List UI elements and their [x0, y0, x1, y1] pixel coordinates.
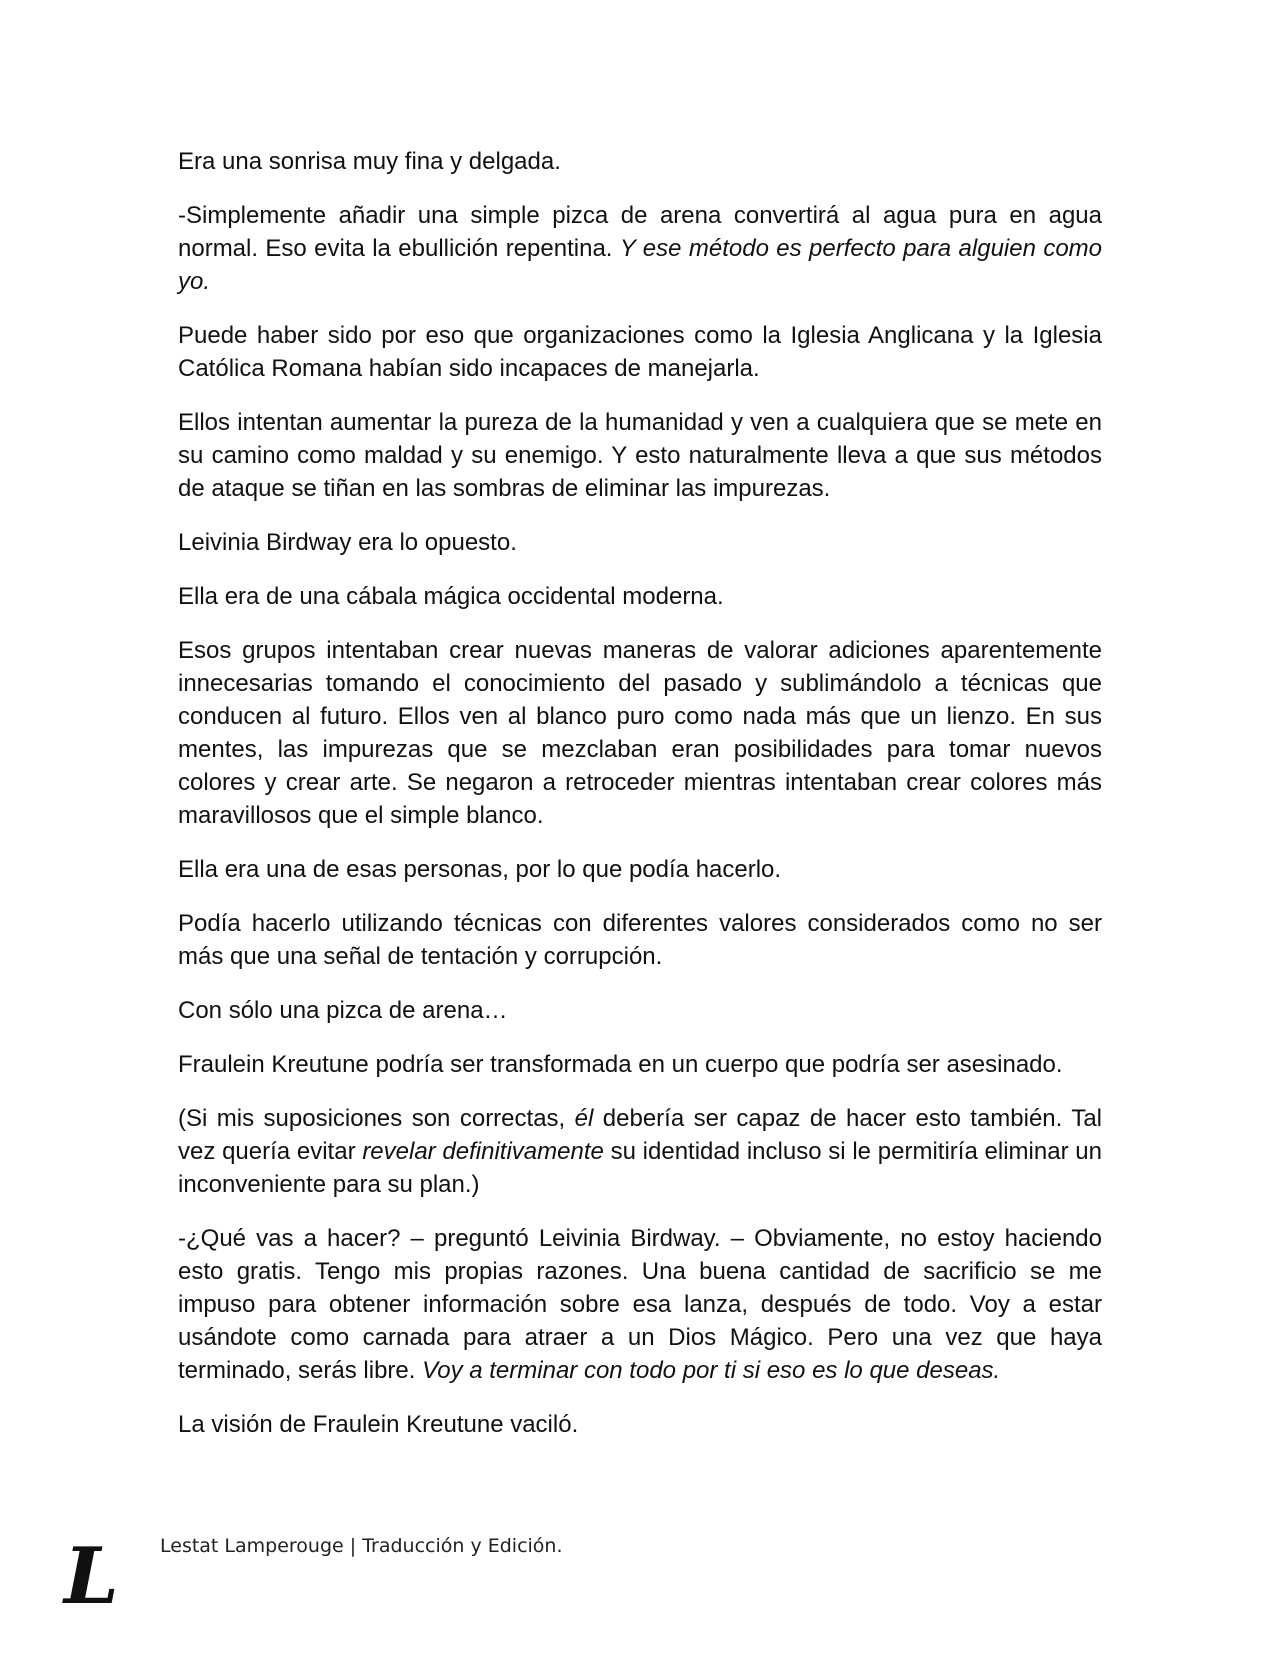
paragraph	[178, 634, 1102, 832]
paragraph	[178, 1102, 1102, 1201]
text-segment: Puede haber sido por eso que organizaciones como la Iglesia Anglicana y la Iglesia Católica Romana habían sido incapaces de manejarla.	[178, 322, 1102, 382]
italic-text-segment: él	[574, 1105, 594, 1132]
page-footer	[62, 1535, 762, 1615]
text-segment: Con sólo una pizca de arena…	[178, 997, 508, 1024]
paragraph	[178, 1222, 1102, 1387]
paragraph	[178, 145, 1102, 178]
text-segment: Era una sonrisa muy fina y delgada.	[178, 148, 561, 175]
text-segment: Ella era una de esas personas, por lo que podía hacerlo.	[178, 856, 782, 883]
italic-text-segment: Y ese método es perfecto para alguien como yo.	[178, 235, 1103, 295]
paragraph	[178, 853, 1102, 886]
italic-text-segment: revelar definitivamente	[362, 1138, 604, 1165]
text-segment: Podía hacerlo utilizando técnicas con diferentes valores considerados como no ser más que una señal de tentación y corrupción.	[178, 910, 1102, 970]
paragraph	[178, 319, 1102, 385]
paragraph	[178, 526, 1102, 559]
italic-text-segment: Voy a terminar con todo por ti si eso es lo que deseas.	[422, 1357, 1001, 1384]
text-segment: Leivinia Birdway era lo opuesto.	[178, 529, 517, 556]
text-segment: Esos grupos intentaban crear nuevas maneras de valorar adiciones aparentemente innecesarias tomando el conocimiento del pasado y sublimándolo a técnicas que conducen al futuro. Ellos ven al blanco puro como nada más que un lienzo. En sus mentes, las impurezas que se mezclaban eran posibilidades para tomar nuevos colores y crear arte. Se negaron a retroceder mientras intentaban crear colores más maravillosos que el simple blanco.	[178, 637, 1102, 829]
text-segment: -¿Qué vas a hacer? – preguntó Leivinia Birdway. – Obviamente, no estoy haciendo esto gratis. Tengo mis propias razones. Una buena cantidad de sacrificio se me impuso para obtener información sobre esa lanza, después de todo. Voy a estar usándote como carnada para atraer a un Dios Mágico. Pero una vez que haya terminado, serás libre.	[178, 1225, 1102, 1384]
gothic-letter-l-icon	[62, 1535, 132, 1615]
text-segment: debería ser capaz de hacer esto también. Tal vez quería evitar	[178, 1105, 1103, 1165]
text-segment: Fraulein Kreutune podría ser transformada en un cuerpo que podría ser asesinado.	[178, 1051, 1063, 1078]
paragraph	[178, 406, 1102, 505]
text-segment: Ella era de una cábala mágica occidental moderna.	[178, 583, 724, 610]
text-segment: Ellos intentan aumentar la pureza de la humanidad y ven a cualquiera que se mete en su camino como maldad y su enemigo. Y esto naturalmente lleva a que sus métodos de ataque se tiñan en las sombras de eliminar las impurezas.	[178, 409, 1102, 502]
text-segment: (Si mis suposiciones son correctas,	[178, 1105, 575, 1132]
document-body	[178, 145, 1102, 1462]
logo-letter: L	[64, 1535, 119, 1615]
paragraph	[178, 580, 1102, 613]
text-segment: La visión de Fraulein Kreutune vaciló.	[178, 1411, 579, 1438]
footer-credit: Lestat Lamperouge | Traducción y Edición.	[160, 1535, 563, 1557]
paragraph	[178, 199, 1102, 298]
text-segment: su identidad incluso si le permitiría eliminar un inconveniente para su plan.)	[178, 1138, 1102, 1198]
text-segment: -Simplemente añadir una simple pizca de arena convertirá al agua pura en agua normal. Eso evita la ebullición repentina.	[178, 202, 1102, 262]
paragraph	[178, 907, 1102, 973]
paragraph	[178, 994, 1102, 1027]
paragraph	[178, 1408, 1102, 1441]
paragraph	[178, 1048, 1102, 1081]
